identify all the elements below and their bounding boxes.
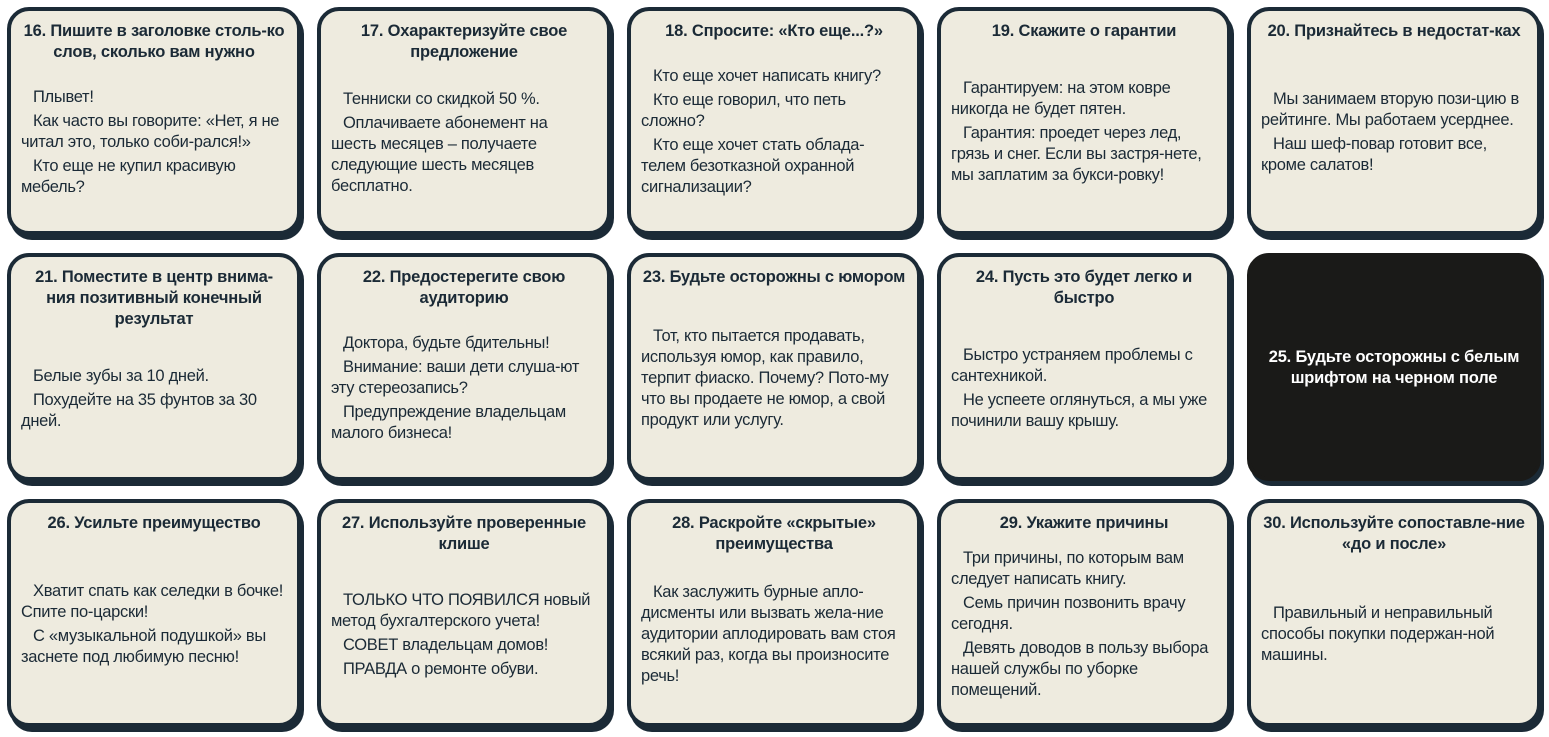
- card-title: 29. Укажите причины: [999, 514, 1169, 532]
- card-body: [331, 309, 597, 469]
- tip-card-22: [317, 253, 611, 481]
- card-title: 25. Будьте осторожны с белым шрифтом на черном поле: [1268, 348, 1520, 387]
- example-line: Девять доводов в пользу выбора нашей службы по уборке помещений.: [951, 638, 1209, 699]
- example-line: Гарантия: проедет через лед, грязь и снег. Если вы застря-нете, мы заплатим за букси-ровку!: [951, 124, 1202, 184]
- example-line: Три причины, по которым вам следует написать книгу.: [951, 548, 1184, 588]
- tip-card-26: [7, 499, 301, 727]
- card-title: 17. Охарактеризуйте свое предложение: [360, 22, 568, 61]
- card-title: 30. Используйте сопоставле-ние «до и после»: [1263, 514, 1525, 553]
- card-body: [641, 42, 907, 223]
- card-body: [21, 63, 287, 223]
- example-line: Правильный и неправильный способы покупки подержан-ной машины.: [1261, 604, 1495, 664]
- example-line: Предупреждение владельцам малого бизнеса!: [331, 403, 566, 442]
- example-line: С «музыкальной подушкой» вы заснете под любимую песню!: [21, 626, 266, 666]
- example-line: Кто еще говорил, что петь сложно?: [641, 91, 846, 130]
- example-line: Кто еще не купил красивую мебель?: [21, 157, 236, 196]
- example-line: Мы занимаем вторую пози-цию в рейтинге. Мы работаем усерднее.: [1261, 89, 1519, 129]
- card-title: 24. Пусть это будет легко и быстро: [975, 268, 1193, 307]
- example-line: СОВЕТ владельцам домов!: [343, 635, 549, 654]
- tip-card-24: [937, 253, 1231, 481]
- tip-card-30: [1247, 499, 1541, 727]
- example-line: Не успеете оглянуться, а мы уже починили вашу крышу.: [951, 391, 1208, 430]
- card-title: 21. Поместите в центр внима-ния позитивный конечный результат: [35, 268, 273, 328]
- card-title: 23. Будьте осторожны с юмором: [642, 268, 906, 286]
- example-line: Наш шеф-повар готовит все, кроме салатов!: [1261, 134, 1487, 174]
- tip-card-28: [627, 499, 921, 727]
- card-body: [641, 288, 907, 469]
- tip-card-20: [1247, 7, 1541, 235]
- example-line: ПРАВДА о ремонте обуви.: [343, 659, 539, 678]
- example-line: Кто еще хочет стать облада-телем безотказной охранной сигнализации?: [641, 136, 865, 196]
- card-title: 18. Спросите: «Кто еще...?»: [665, 22, 883, 40]
- example-line: Хватит спать как селедки в бочке! Спите по-царски!: [21, 581, 284, 621]
- card-title: 27. Используйте проверенные клише: [341, 514, 587, 553]
- tip-card-17: [317, 7, 611, 235]
- tip-card-18: [627, 7, 921, 235]
- tip-card-23: [627, 253, 921, 481]
- card-body: [331, 63, 597, 223]
- tips-grid: [7, 7, 1544, 733]
- card-body: [21, 534, 287, 715]
- card-body: [331, 555, 597, 715]
- tip-card-16: [7, 7, 301, 235]
- example-line: Семь причин позвонить врачу сегодня.: [951, 593, 1186, 633]
- example-line: Внимание: ваши дети слуша-ют эту стереозапись?: [331, 358, 580, 397]
- example-line: Тенниски со скидкой 50 %.: [343, 89, 540, 108]
- card-title: 19. Скажите о гарантии: [991, 22, 1177, 40]
- card-title: 26. Усильте преимущество: [47, 514, 261, 532]
- example-line: Тот, кто пытается продавать, используя юмор, как правило, терпит фиаско. Почему? Пото-му что вы продаете не юмор, а свой продукт или услугу.: [641, 326, 889, 429]
- card-body: [1261, 42, 1527, 223]
- card-body: [1261, 555, 1527, 715]
- card-title: 22. Предостерегите свою аудиторию: [362, 268, 566, 307]
- tip-card-21: [7, 253, 301, 481]
- example-line: Доктора, будьте бдительны!: [343, 334, 550, 352]
- tip-card-27: [317, 499, 611, 727]
- card-body: [951, 309, 1217, 469]
- example-line: Как заслужить бурные апло-дисменты или вызвать жела-ние аудитории аплодировать вам стоя всякий раз, когда вы произносите речь!: [641, 583, 896, 685]
- example-line: Плывет!: [33, 88, 94, 106]
- card-title: 20. Признайтесь в недостат-ках: [1267, 22, 1521, 40]
- example-line: Гарантируем: на этом ковре никогда не будет пятен.: [951, 79, 1171, 118]
- card-body: [641, 555, 907, 715]
- card-body: [951, 534, 1217, 715]
- example-line: Как часто вы говорите: «Нет, я не читал это, только соби-рался!»: [21, 112, 280, 151]
- card-body: [951, 42, 1217, 223]
- card-title: 16. Пишите в заголовке столь-ко слов, сколько вам нужно: [23, 22, 285, 61]
- card-body: [21, 330, 287, 469]
- example-line: Кто еще хочет написать книгу?: [653, 67, 881, 85]
- example-line: ТОЛЬКО ЧТО ПОЯВИЛСЯ новый метод бухгалтерского учета!: [331, 590, 591, 630]
- example-line: Белые зубы за 10 дней.: [33, 367, 209, 385]
- tip-card-19: [937, 7, 1231, 235]
- example-line: Похудейте на 35 фунтов за 30 дней.: [21, 391, 257, 430]
- example-line: Быстро устраняем проблемы с сантехникой.: [951, 346, 1193, 385]
- tip-card-29: [937, 499, 1231, 727]
- tip-card-25: [1247, 253, 1541, 481]
- card-title: 28. Раскройте «скрытые» преимущества: [672, 514, 876, 553]
- example-line: Оплачиваете абонемент на шесть месяцев – получаете следующие шесть месяцев бесплатно.: [331, 113, 548, 195]
